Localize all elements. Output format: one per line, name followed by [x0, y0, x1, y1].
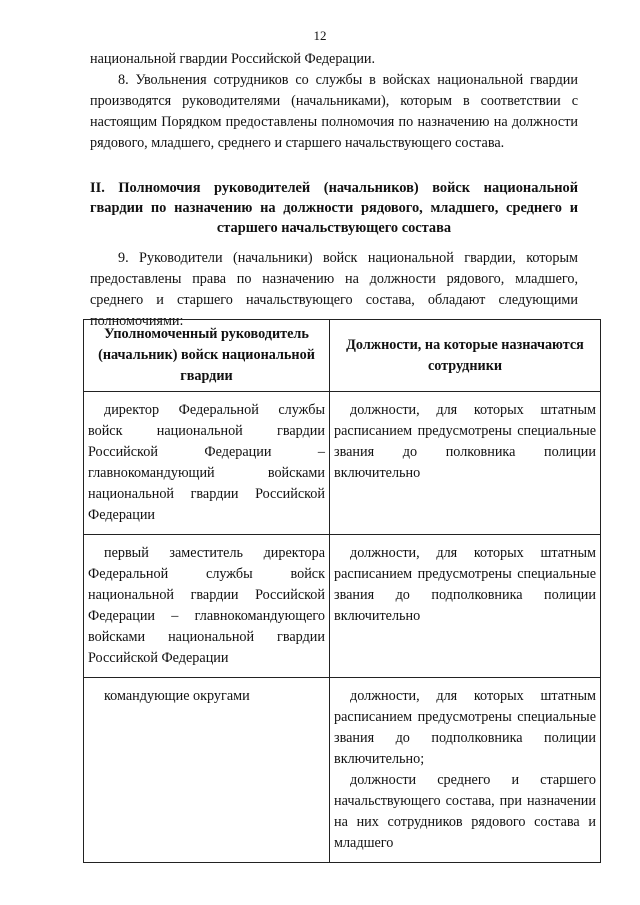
page-number: 12 [313, 28, 327, 43]
table-row [84, 392, 601, 535]
table-row [84, 678, 601, 863]
section-2-heading: II. Полномочия руководителей (начальников) войск национальной гвардии по назначению на должности рядового, младшего, среднего и старшего начальствующего состава [90, 180, 578, 236]
positions-cell [330, 678, 601, 863]
positions-cell [330, 535, 601, 678]
official-cell [84, 392, 330, 535]
official-text: первый заместитель директора Федеральной службы войск национальной гвардии Российской Федерации – главнокомандующего войсками национальной гвардии Российской Федерации [88, 545, 325, 666]
paragraph-9: 9. Руководители (начальники) войск национальной гвардии, которым предоставлены права по назначению на должности рядового, младшего, среднего и старшего начальствующего состава, обладают следующими полномочиями: [90, 250, 578, 329]
table-header-row [84, 320, 601, 392]
positions-text: должности, для которых штатным расписанием предусмотрены специальные звания до полковника полиции включительно [334, 402, 596, 481]
positions-text: должности, для которых штатным расписанием предусмотрены специальные звания до подполковника полиции включительно; [334, 688, 596, 767]
official-text: командующие округами [104, 688, 250, 704]
positions-text: должности, для которых штатным расписанием предусмотрены специальные звания до подполковника полиции включительно [334, 545, 596, 624]
authority-table [83, 319, 601, 863]
paragraph-7-continuation: национальной гвардии Российской Федерации. [90, 51, 376, 67]
paragraph-8: 8. Увольнения сотрудников со службы в войсках национальной гвардии производятся руководителями (начальниками), которым в соответствии с настоящим Порядком предоставлены полномочия по назначению на должности рядового, младшего, среднего и старшего начальствующего состава. [90, 72, 578, 151]
positions-cell [330, 392, 601, 535]
positions-text: должности среднего и старшего начальствующего состава, при назначении на них сотрудников рядового состава и младшего [334, 772, 596, 851]
header-positions: Должности, на которые назначаются сотрудники [330, 320, 601, 392]
official-cell [84, 535, 330, 678]
official-cell [84, 678, 330, 863]
header-official: Уполномоченный руководитель (начальник) войск национальной гвардии [84, 320, 330, 392]
table-row [84, 535, 601, 678]
official-text: директор Федеральной службы войск национальной гвардии Российской Федерации – главнокомандующий войсками национальной гвардии Российской Федерации [88, 402, 325, 523]
